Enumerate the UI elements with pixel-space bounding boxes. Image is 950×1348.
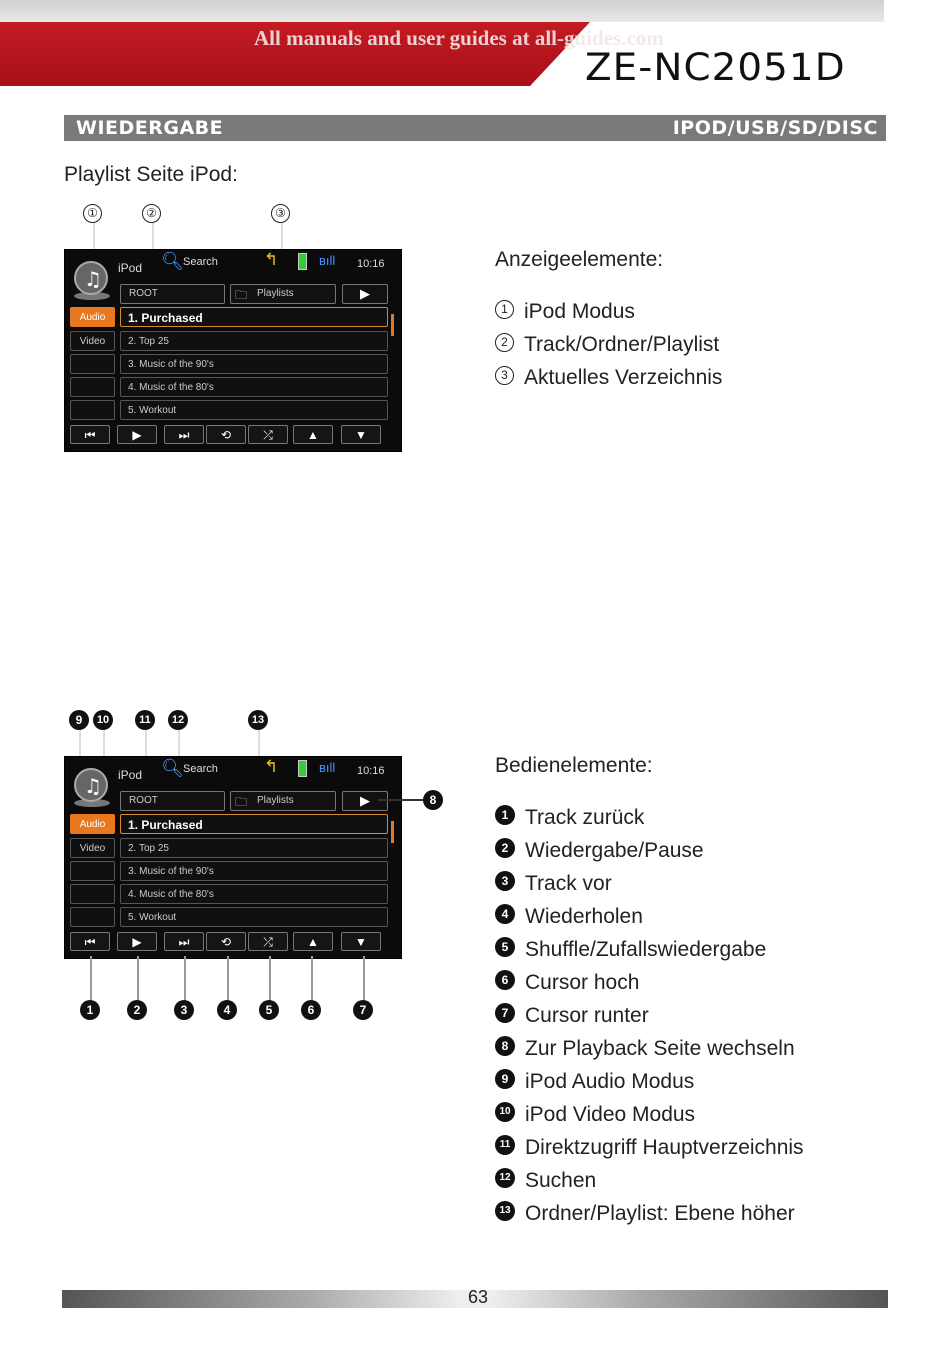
- item-number: 1: [495, 300, 514, 319]
- repeat-button[interactable]: ⟲: [206, 932, 246, 951]
- display-elements-list: [495, 295, 895, 405]
- display-elements-title: Anzeigeelemente:: [495, 248, 664, 271]
- playback-page-button[interactable]: ▶: [342, 791, 388, 811]
- search-label[interactable]: Search: [183, 763, 218, 775]
- control-elements-title: Bedienelemente:: [495, 754, 653, 777]
- list-item[interactable]: 2. Top 25: [120, 331, 388, 351]
- list-item: [495, 1131, 804, 1164]
- video-mode-button[interactable]: Video: [70, 331, 115, 351]
- list-item: [495, 834, 704, 867]
- list-item[interactable]: 5. Workout: [120, 400, 388, 420]
- callout-3: 3: [174, 1000, 194, 1020]
- play-pause-button[interactable]: ▶: [117, 425, 157, 444]
- callout-2: 2: [127, 1000, 147, 1020]
- clock: 10:16: [357, 765, 385, 777]
- audio-mode-button[interactable]: Audio: [70, 814, 115, 834]
- watermark-text: All manuals and user guides at all-guides.com: [254, 26, 664, 50]
- model-name: ZE-NC2051D: [585, 46, 846, 89]
- section-bar: [64, 115, 886, 141]
- list-item: [495, 801, 644, 834]
- item-number: 13: [495, 1201, 515, 1221]
- item-number: 3: [495, 871, 515, 891]
- play-pause-button[interactable]: ▶: [117, 932, 157, 951]
- mode-label: iPod: [118, 768, 143, 782]
- clock: 10:16: [357, 258, 385, 270]
- folder-up-icon[interactable]: ↰: [264, 757, 279, 776]
- item-number: 1: [495, 805, 515, 825]
- callout-5: 5: [259, 1000, 279, 1020]
- mode-label: iPod: [118, 261, 143, 275]
- search-icon[interactable]: 🔍︎: [161, 251, 184, 271]
- bluetooth-signal-icon: ʙıll: [319, 253, 336, 268]
- section-subtitle: IPOD/USB/SD/DISC: [672, 117, 878, 139]
- folder-icon: 🗀: [235, 288, 248, 302]
- list-item[interactable]: 3. Music of the 90's: [120, 861, 388, 881]
- list-item: [495, 1197, 795, 1230]
- side-empty: [70, 354, 115, 374]
- bluetooth-signal-icon: ʙıll: [319, 760, 336, 775]
- callout-3: ③: [271, 204, 290, 223]
- callout-line: [90, 956, 92, 1001]
- list-item: [495, 295, 635, 328]
- list-item[interactable]: 1. Purchased: [120, 814, 388, 834]
- item-text: Track/Ordner/Playlist: [524, 333, 720, 356]
- item-text: Suchen: [525, 1169, 597, 1192]
- list-item[interactable]: 1. Purchased: [120, 307, 388, 327]
- list-item: [495, 1164, 596, 1197]
- video-mode-button[interactable]: Video: [70, 838, 115, 858]
- previous-track-button[interactable]: ⏮: [70, 425, 110, 444]
- callout-13: 13: [248, 710, 268, 730]
- list-item[interactable]: 2. Top 25: [120, 838, 388, 858]
- callout-7: 7: [353, 1000, 373, 1020]
- search-icon[interactable]: 🔍︎: [161, 758, 184, 778]
- folder-icon: 🗀: [235, 795, 248, 809]
- ipod-screen-display: [64, 249, 402, 452]
- callout-9: 9: [69, 710, 89, 730]
- side-empty: [70, 861, 115, 881]
- callout-6: 6: [301, 1000, 321, 1020]
- item-number: 10: [495, 1102, 515, 1122]
- repeat-button[interactable]: ⟲: [206, 425, 246, 444]
- header-top-strip: [0, 0, 884, 22]
- root-path-button[interactable]: ROOT: [120, 791, 225, 811]
- next-track-button[interactable]: ⏭: [164, 932, 204, 951]
- callout-10: 10: [93, 710, 113, 730]
- section-title: WIEDERGABE: [76, 117, 224, 139]
- list-item: [495, 867, 612, 900]
- callout-line: [184, 956, 186, 1001]
- side-empty: [70, 400, 115, 420]
- item-text: Cursor hoch: [525, 971, 640, 994]
- cursor-up-button[interactable]: ▲: [293, 932, 333, 951]
- item-text: Wiederholen: [525, 905, 643, 928]
- list-item: [495, 1098, 695, 1131]
- item-number: 7: [495, 1003, 515, 1023]
- item-text: Shuffle/Zufallswiedergabe: [525, 938, 767, 961]
- callout-line: [137, 956, 139, 1001]
- battery-icon: [298, 253, 307, 270]
- item-text: iPod Video Modus: [525, 1103, 696, 1126]
- folder-up-icon[interactable]: ↰: [264, 250, 279, 269]
- ipod-mode-icon[interactable]: [71, 256, 113, 300]
- playlist-heading: Playlist Seite iPod:: [64, 163, 238, 186]
- svg-text:♫: ♫: [84, 774, 102, 798]
- list-item: [495, 999, 649, 1032]
- scrollbar-thumb[interactable]: [391, 821, 394, 843]
- item-number: 8: [495, 1036, 515, 1056]
- callout-line: [227, 956, 229, 1001]
- list-item: [495, 900, 643, 933]
- item-number: 9: [495, 1069, 515, 1089]
- cursor-up-button[interactable]: ▲: [293, 425, 333, 444]
- list-item: [495, 1065, 694, 1098]
- item-number: 12: [495, 1168, 515, 1188]
- item-number: 11: [495, 1135, 515, 1155]
- item-text: Ordner/Playlist: Ebene höher: [525, 1202, 795, 1225]
- ipod-mode-icon[interactable]: [71, 763, 113, 807]
- callout-11: 11: [135, 710, 155, 730]
- item-text: Wiedergabe/Pause: [525, 839, 704, 862]
- root-path-button[interactable]: ROOT: [120, 284, 225, 304]
- callout-1: ①: [83, 204, 102, 223]
- previous-track-button[interactable]: ⏮: [70, 932, 110, 951]
- item-text: Zur Playback Seite wechseln: [525, 1037, 795, 1060]
- callout-1: 1: [80, 1000, 100, 1020]
- item-number: 2: [495, 333, 514, 352]
- item-number: 5: [495, 937, 515, 957]
- cursor-down-button[interactable]: ▼: [341, 425, 381, 444]
- cursor-down-button[interactable]: ▼: [341, 932, 381, 951]
- playlist-path[interactable]: Playlists: [230, 791, 336, 811]
- side-empty: [70, 377, 115, 397]
- shuffle-button[interactable]: ⤮: [248, 425, 288, 444]
- item-text: Aktuelles Verzeichnis: [524, 366, 723, 389]
- item-number: 4: [495, 904, 515, 924]
- page-number: 63: [468, 1287, 489, 1307]
- callout-8: 8: [423, 790, 443, 810]
- callout-2: ②: [142, 204, 161, 223]
- playback-page-button[interactable]: ▶: [342, 284, 388, 304]
- item-text: iPod Modus: [524, 300, 635, 323]
- list-item[interactable]: 3. Music of the 90's: [120, 354, 388, 374]
- callout-line: [311, 956, 313, 1001]
- item-text: iPod Audio Modus: [525, 1070, 695, 1093]
- control-elements-list: [495, 801, 915, 1231]
- callout-12: 12: [168, 710, 188, 730]
- audio-mode-button[interactable]: Audio: [70, 307, 115, 327]
- callout-line: [363, 956, 365, 1001]
- playlist-path[interactable]: Playlists: [230, 284, 336, 304]
- side-empty: [70, 907, 115, 927]
- list-item[interactable]: 5. Workout: [120, 907, 388, 927]
- list-item[interactable]: 4. Music of the 80's: [120, 884, 388, 904]
- list-item: [495, 1032, 795, 1065]
- list-item: [495, 933, 766, 966]
- item-text: Track vor: [525, 872, 612, 895]
- search-label[interactable]: Search: [183, 256, 218, 268]
- list-item: [495, 361, 722, 394]
- battery-icon: [298, 760, 307, 777]
- item-number: 2: [495, 838, 515, 858]
- item-text: Cursor runter: [525, 1004, 649, 1027]
- item-number: 3: [495, 366, 514, 385]
- item-text: Direktzugriff Hauptverzeichnis: [525, 1136, 804, 1159]
- scrollbar-thumb[interactable]: [391, 314, 394, 336]
- item-number: 6: [495, 970, 515, 990]
- callout-4: 4: [217, 1000, 237, 1020]
- callout-line: [378, 799, 423, 801]
- list-item: [495, 966, 639, 999]
- svg-text:♫: ♫: [84, 267, 102, 291]
- ipod-screen-controls: [64, 756, 402, 959]
- list-item[interactable]: 4. Music of the 80's: [120, 377, 388, 397]
- next-track-button[interactable]: ⏭: [164, 425, 204, 444]
- side-empty: [70, 884, 115, 904]
- callout-line: [269, 956, 271, 1001]
- list-item: [495, 328, 719, 361]
- item-text: Track zurück: [525, 806, 645, 829]
- shuffle-button[interactable]: ⤮: [248, 932, 288, 951]
